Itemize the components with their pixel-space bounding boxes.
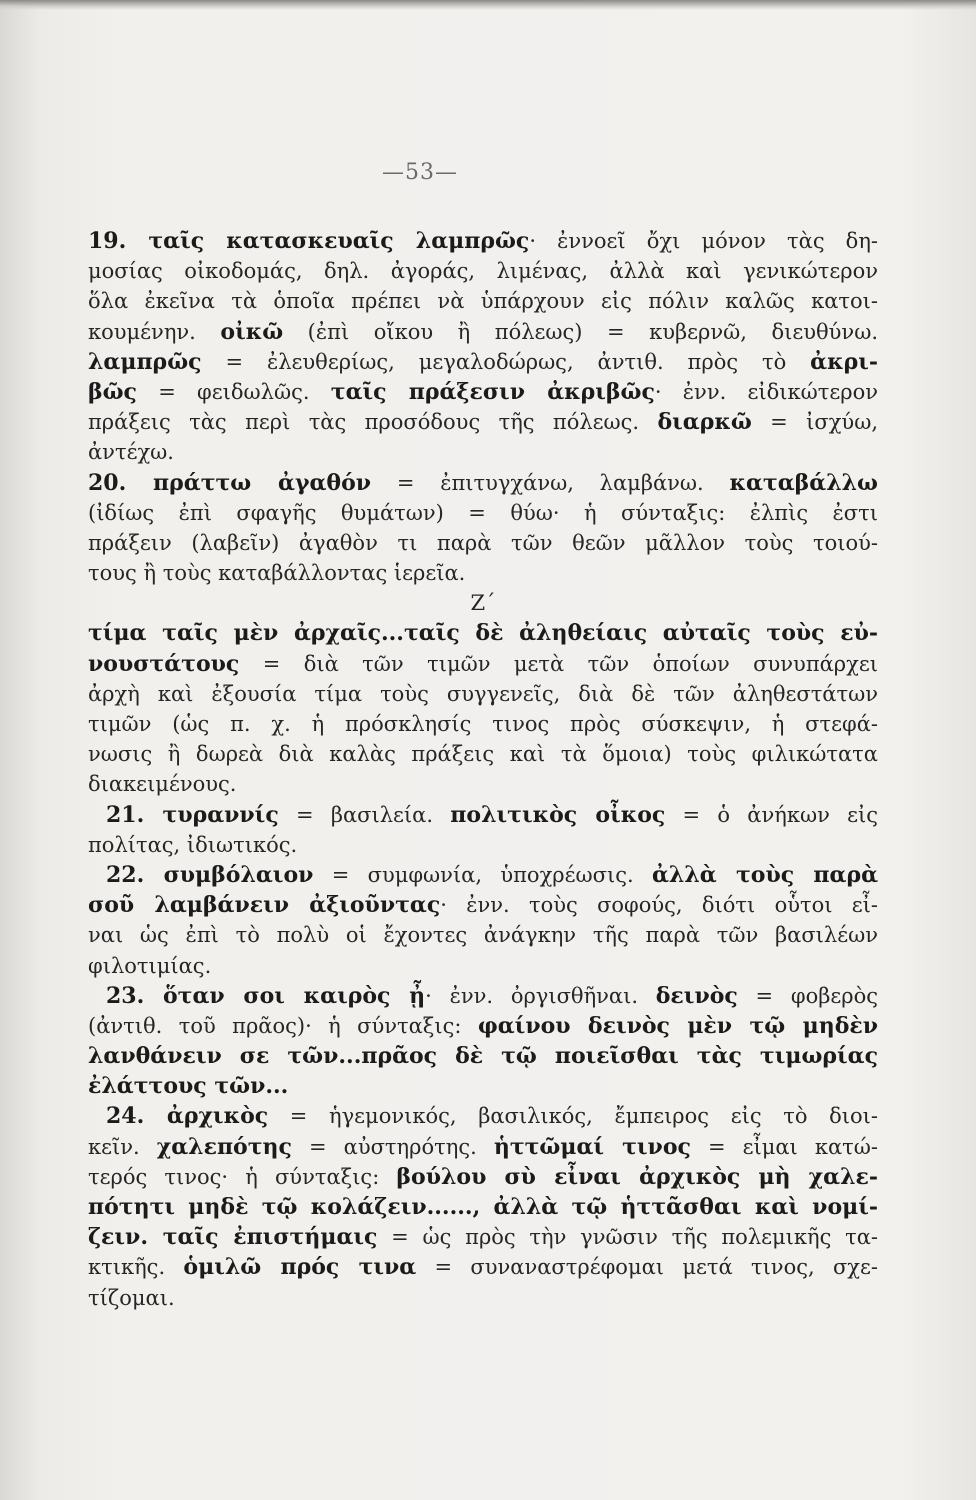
gloss-text: = φειδωλῶς. xyxy=(136,379,331,404)
text-line xyxy=(88,1011,878,1041)
text-line xyxy=(88,286,878,316)
gloss-text: · ἐνν. εἰδικώτερον xyxy=(654,379,879,404)
gloss-text: μοσίας οἰκοδομάς, δηλ. ἀγοράς, λιμένας, ἀλλὰ καὶ γενικώτερον xyxy=(88,259,878,284)
text-line xyxy=(88,679,878,709)
text-line xyxy=(88,558,878,588)
text-line xyxy=(88,709,878,739)
text-line xyxy=(88,588,878,618)
lemma-term: πότητι μηδὲ τῷ κολάζειν......, ἀλλὰ τῷ ἡττᾶσθαι καὶ νομί- xyxy=(88,1194,878,1220)
lemma-term: ἡττῶμαί τινος xyxy=(493,1133,691,1160)
lemma-term: διαρκῶ xyxy=(657,409,752,436)
text-line xyxy=(88,226,878,256)
gloss-text: = ὁ ἀνήκων εἰς xyxy=(665,802,878,827)
gloss-text: · ἐνν. ὀργισθῆναι. xyxy=(425,983,656,1008)
text-line xyxy=(88,256,878,286)
text-line xyxy=(88,1041,878,1071)
lemma-term: ὁμιλῶ πρός τινα xyxy=(183,1254,417,1281)
text-line xyxy=(88,1252,878,1282)
gloss-text: = ἰσχύω, xyxy=(751,410,878,435)
text-line xyxy=(88,860,878,890)
gloss-text: = συμφωνία, ὑποχρέωσις. xyxy=(313,862,652,887)
text-line xyxy=(88,769,878,799)
gloss-text: Ζ΄ xyxy=(470,591,496,616)
lemma-term: 21. τυραννίς xyxy=(106,801,279,828)
gloss-text: = συναναστρέφομαι μετά τινος, σχε- xyxy=(416,1255,878,1280)
text-line xyxy=(88,437,878,467)
gloss-text: = φοβερὸς xyxy=(737,983,878,1008)
gloss-text: = εἶμαι κατώ- xyxy=(690,1134,878,1159)
gloss-text: πράξειν (λαβεῖν) ἀγαθὸν τι παρὰ τῶν θεῶν μᾶλλον τοὺς τοιού- xyxy=(88,530,878,555)
text-line xyxy=(88,618,878,648)
gloss-text: (ἐπὶ οἴκου ἢ πόλεως) = κυβερνῶ, διευθύνω. xyxy=(283,319,878,344)
text-line xyxy=(88,377,878,407)
gloss-text: τους ἢ τοὺς καταβάλλοντας ἱερεῖα. xyxy=(88,561,466,586)
lemma-term: ζειν. ταῖς ἐπιστήμαις xyxy=(88,1224,378,1251)
lemma-term: βούλου σὺ εἶναι ἀρχικὸς μὴ χαλε- xyxy=(396,1163,878,1190)
gloss-text: · ἐννοεῖ ὄχι μόνον τὰς δη- xyxy=(529,229,878,253)
lemma-term: λανθάνειν σε τῶν...πρᾶος δὲ τῷ ποιεῖσθαι τὰς τιμωρίας xyxy=(88,1043,878,1070)
lemma-term: 22. συμβόλαιον xyxy=(106,861,314,888)
gloss-text: (ἀντιθ. τοῦ πρᾶος)· ἡ σύνταξις: xyxy=(88,1013,478,1038)
text-line xyxy=(88,920,878,950)
gloss-text: τερός τινος· ἡ σύνταξις: xyxy=(88,1164,397,1189)
lemma-term: 23. ὅταν σοι καιρὸς ᾖ xyxy=(106,982,426,1009)
gloss-text: · ἐνν. τοὺς σοφούς, διότι οὗτοι εἶ- xyxy=(440,893,878,918)
gloss-text: ναι ὡς ἐπὶ τὸ πολὺ οἱ ἔχοντες ἀνάγκην τῆς παρὰ τῶν βασιλέων xyxy=(88,923,878,948)
text-line xyxy=(88,1101,878,1131)
gloss-text: = ἐλευθερίως, μεγαλοδώρως, ἀντιθ. πρὸς τὸ xyxy=(201,349,811,374)
lemma-term: τίμα ταῖς μὲν ἀρχαῖς...ταῖς δὲ ἀληθείαις αὐταῖς τοὺς εὐ- xyxy=(88,620,878,647)
text-line xyxy=(88,528,878,558)
lemma-term: χαλεπότης xyxy=(156,1133,292,1160)
text-line xyxy=(88,498,878,528)
commentary-text xyxy=(88,226,878,1313)
gloss-text: = διὰ τῶν τιμῶν μετὰ τῶν ὁποίων συνυπάρχει xyxy=(239,651,878,676)
gloss-text: τιμῶν (ὡς π. χ. ἡ πρόσκλησίς τινος πρὸς σύσκεψιν, ἡ στεφά- xyxy=(88,712,878,736)
gloss-text: = ὡς πρὸς τὴν γνῶσιν τῆς πολεμικῆς τα- xyxy=(377,1225,878,1250)
lemma-term: φαίνου δεινὸς μὲν τῷ μηδὲν xyxy=(477,1012,879,1039)
gloss-text: = βασιλεία. xyxy=(278,802,451,827)
gloss-text: φιλοτιμίας. xyxy=(88,953,212,978)
text-line xyxy=(88,981,878,1011)
gloss-text: = αὐστηρότης. xyxy=(291,1134,494,1159)
lemma-term: ἀλλὰ τοὺς παρὰ xyxy=(651,861,878,888)
text-line xyxy=(88,649,878,679)
text-line xyxy=(88,317,878,347)
text-line xyxy=(88,1222,878,1252)
lemma-term: πολιτικὸς οἶκος xyxy=(450,801,666,828)
text-line xyxy=(88,1283,878,1313)
lemma-term: ἐλάττους τῶν... xyxy=(88,1073,289,1100)
lemma-term: δεινὸς xyxy=(655,982,738,1009)
text-line xyxy=(88,951,878,981)
text-line xyxy=(88,1162,878,1192)
gloss-text: τίζομαι. xyxy=(88,1285,175,1310)
text-line xyxy=(88,407,878,437)
gloss-text: διακειμένους. xyxy=(88,772,237,797)
text-line xyxy=(88,1192,878,1222)
lemma-term: 24. ἀρχικὸς xyxy=(106,1103,269,1130)
lemma-term: καταβάλλω xyxy=(729,469,878,496)
gloss-text: κουμένην. xyxy=(88,319,221,344)
text-line xyxy=(88,830,878,860)
gloss-text: κτικῆς. xyxy=(88,1255,184,1280)
text-line xyxy=(88,468,878,498)
text-line xyxy=(88,890,878,920)
page-top-edge xyxy=(0,0,976,10)
text-line xyxy=(88,1071,878,1101)
gloss-text: (ἰδίως ἐπὶ σφαγῆς θυμάτων) = θύω· ἡ σύνταξις: ἐλπὶς ἐστι xyxy=(88,500,878,525)
text-line xyxy=(88,739,878,769)
gloss-text: ἀντέχω. xyxy=(88,440,174,465)
text-line xyxy=(88,1132,878,1162)
text-line xyxy=(88,800,878,830)
gloss-text: κεῖν. xyxy=(88,1134,157,1159)
lemma-term: ταῖς πράξεσιν ἀκριβῶς xyxy=(330,378,655,405)
gloss-text: ἀρχὴ καὶ ἐξουσία τίμα τοὺς συγγενεῖς, διὰ δὲ τῶν ἀληθεστάτων xyxy=(88,681,878,706)
gloss-text: = ἐπιτυγχάνω, λαμβάνω. xyxy=(371,470,730,495)
gloss-text: πράξεις τὰς περὶ τὰς προσόδους τῆς πόλεως. xyxy=(88,410,658,435)
gloss-text: = ἡγεμονικός, βασιλικός, ἔμπειρος εἰς τὸ διοι- xyxy=(268,1104,878,1129)
gloss-text: νωσις ἢ δωρεὰ διὰ καλὰς πράξεις καὶ τὰ ὅμοια) τοὺς φιλικώτατα xyxy=(88,742,878,767)
lemma-term: 19. ταῖς κατασκευαῖς λαμπρῶς xyxy=(88,228,530,254)
lemma-term: νουστάτους xyxy=(88,650,240,677)
lemma-term: οἰκῶ xyxy=(220,318,284,345)
text-line xyxy=(88,347,878,377)
lemma-term: σοῦ λαμβάνειν ἀξιοῦντας xyxy=(88,892,441,919)
gloss-text: ὅλα ἐκεῖνα τὰ ὁποῖα πρέπει νὰ ὑπάρχουν εἰς πόλιν καλῶς κατοι- xyxy=(88,289,878,314)
lemma-term: 20. πράττω ἀγαθόν xyxy=(88,469,372,496)
lemma-term: λαμπρῶς xyxy=(88,348,202,375)
lemma-term: βῶς xyxy=(88,378,137,405)
page-number: —53— xyxy=(382,160,458,185)
gloss-text: πολίτας, ἰδιωτικός. xyxy=(88,832,298,857)
lemma-term: ἀκρι- xyxy=(810,348,878,375)
